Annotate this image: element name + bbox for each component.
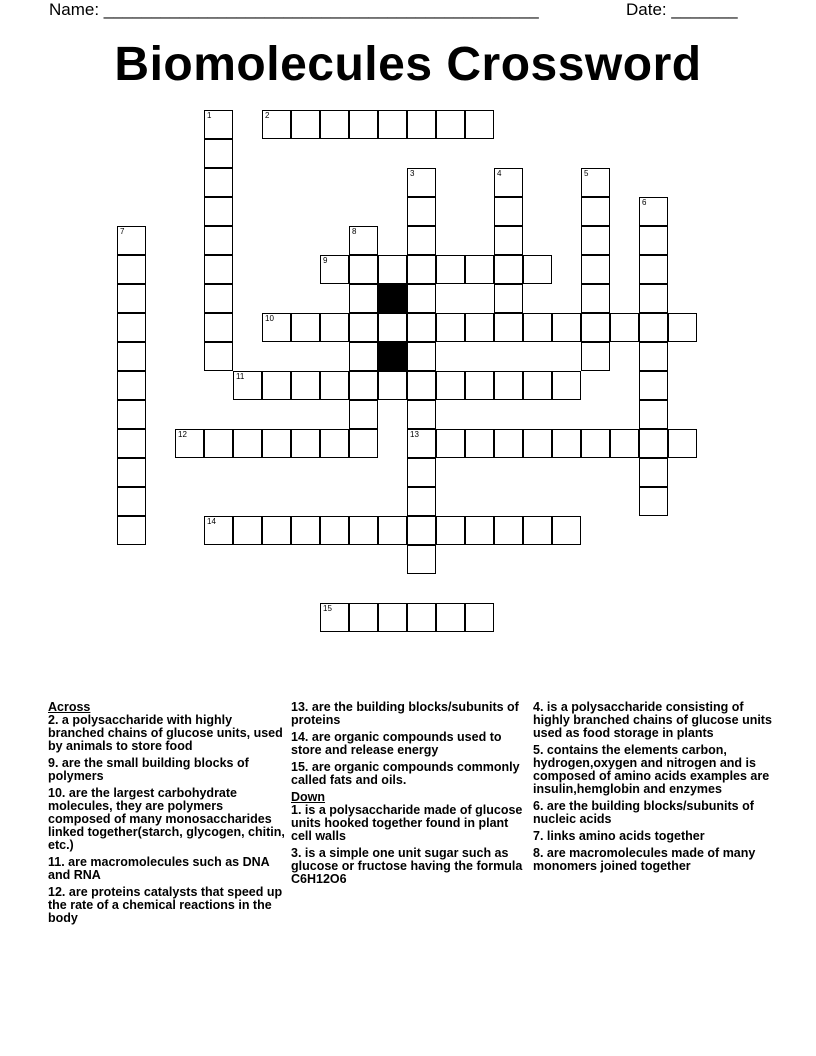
cell-number: 3 bbox=[410, 169, 415, 178]
grid-cell[interactable] bbox=[320, 313, 349, 342]
clue-across-9 bbox=[48, 757, 288, 783]
cell-number: 2 bbox=[265, 111, 270, 120]
grid-cell[interactable] bbox=[523, 371, 552, 400]
grid-cell[interactable] bbox=[378, 255, 407, 284]
clue-across-15 bbox=[291, 761, 531, 787]
grid-cell[interactable] bbox=[407, 516, 436, 545]
grid-cell[interactable] bbox=[581, 342, 610, 371]
grid-cell[interactable] bbox=[552, 313, 581, 342]
grid-cell[interactable] bbox=[349, 516, 378, 545]
grid-cell[interactable] bbox=[407, 429, 436, 458]
grid-cell[interactable] bbox=[291, 516, 320, 545]
grid-cell[interactable] bbox=[262, 371, 291, 400]
grid-cell[interactable] bbox=[407, 313, 436, 342]
clue-text: are the building blocks/subunits of proteins bbox=[291, 700, 519, 727]
clue-number: 13. bbox=[291, 700, 309, 714]
grid-cell[interactable] bbox=[117, 342, 146, 371]
grid-cell[interactable] bbox=[117, 255, 146, 284]
grid-cell[interactable] bbox=[407, 603, 436, 632]
grid-cell[interactable] bbox=[349, 284, 378, 313]
grid-cell[interactable] bbox=[378, 371, 407, 400]
grid-cell[interactable] bbox=[523, 516, 552, 545]
black-cell bbox=[378, 342, 407, 371]
grid-cell[interactable] bbox=[436, 516, 465, 545]
clues-column-2 bbox=[291, 701, 531, 890]
grid-cell[interactable] bbox=[407, 226, 436, 255]
clue-number: 3. bbox=[291, 846, 302, 860]
grid-cell[interactable] bbox=[465, 603, 494, 632]
grid-cell[interactable] bbox=[175, 429, 204, 458]
clue-number: 15. bbox=[291, 760, 309, 774]
grid-cell[interactable] bbox=[204, 342, 233, 371]
clue-down-3 bbox=[291, 847, 531, 886]
clue-text: is a simple one unit sugar such as glucose or fructose having the formula C6H12O6 bbox=[291, 846, 523, 886]
cell-number: 11 bbox=[236, 372, 245, 381]
clue-across-11 bbox=[48, 856, 288, 882]
grid-cell[interactable] bbox=[639, 342, 668, 371]
grid-cell[interactable] bbox=[349, 226, 378, 255]
grid-cell[interactable] bbox=[407, 487, 436, 516]
clue-down-8 bbox=[533, 847, 773, 873]
grid-cell[interactable] bbox=[291, 110, 320, 139]
clue-number: 11. bbox=[48, 855, 65, 869]
grid-cell[interactable] bbox=[117, 429, 146, 458]
grid-cell[interactable] bbox=[378, 313, 407, 342]
grid-cell[interactable] bbox=[639, 458, 668, 487]
clue-text: a polysaccharide with highly branched chains of glucose units, used by animals to store food bbox=[48, 713, 283, 753]
clue-text: are organic compounds commonly called fats and oils. bbox=[291, 760, 520, 787]
grid-cell[interactable] bbox=[291, 429, 320, 458]
clue-text: are organic compounds used to store and release energy bbox=[291, 730, 502, 757]
grid-cell[interactable] bbox=[117, 226, 146, 255]
grid-cell[interactable] bbox=[204, 313, 233, 342]
cell-number: 13 bbox=[410, 430, 419, 439]
date-blank[interactable]: _______ bbox=[671, 0, 738, 19]
date-label: Date: bbox=[626, 0, 672, 19]
grid-cell[interactable] bbox=[465, 516, 494, 545]
grid-cell[interactable] bbox=[262, 516, 291, 545]
grid-cell[interactable] bbox=[233, 371, 262, 400]
clues-column-1 bbox=[48, 701, 288, 929]
grid-cell[interactable] bbox=[494, 197, 523, 226]
name-label: Name: bbox=[49, 0, 104, 19]
cell-number: 4 bbox=[497, 169, 502, 178]
grid-cell[interactable] bbox=[349, 342, 378, 371]
grid-cell[interactable] bbox=[204, 429, 233, 458]
grid-cell[interactable] bbox=[494, 371, 523, 400]
clue-text: are the small building blocks of polymers bbox=[48, 756, 249, 783]
clue-number: 14. bbox=[291, 730, 309, 744]
grid-cell[interactable] bbox=[639, 400, 668, 429]
grid-cell[interactable] bbox=[436, 255, 465, 284]
grid-cell[interactable] bbox=[581, 226, 610, 255]
clue-across-10 bbox=[48, 787, 288, 852]
cell-number: 8 bbox=[352, 227, 357, 236]
grid-cell[interactable] bbox=[552, 516, 581, 545]
grid-cell[interactable] bbox=[552, 429, 581, 458]
cell-number: 15 bbox=[323, 604, 332, 613]
grid-cell[interactable] bbox=[349, 603, 378, 632]
grid-cell[interactable] bbox=[494, 516, 523, 545]
grid-cell[interactable] bbox=[349, 400, 378, 429]
page-title: Biomolecules Crossword bbox=[114, 38, 702, 91]
clue-down-5 bbox=[533, 744, 773, 796]
clue-text: is a polysaccharide made of glucose units hooked together found in plant cell walls bbox=[291, 803, 523, 843]
grid-cell[interactable] bbox=[639, 197, 668, 226]
grid-cell[interactable] bbox=[581, 168, 610, 197]
grid-cell[interactable] bbox=[436, 313, 465, 342]
clue-text: are proteins catalysts that speed up the rate of a chemical reactions in the body bbox=[48, 885, 283, 925]
clues-column-3 bbox=[533, 701, 773, 877]
cell-number: 14 bbox=[207, 517, 216, 526]
cell-number: 6 bbox=[642, 198, 647, 207]
clue-number: 4. bbox=[533, 700, 544, 714]
grid-cell[interactable] bbox=[494, 226, 523, 255]
grid-cell[interactable] bbox=[581, 284, 610, 313]
grid-cell[interactable] bbox=[204, 516, 233, 545]
clue-text: contains the elements carbon, hydrogen,oxygen and nitrogen and is composed of amino acids examples are insulin,hemglobin and enzymes bbox=[533, 743, 770, 796]
grid-cell[interactable] bbox=[668, 313, 697, 342]
clue-text: links amino acids together bbox=[546, 829, 705, 843]
grid-cell[interactable] bbox=[494, 168, 523, 197]
grid-cell[interactable] bbox=[320, 516, 349, 545]
grid-cell[interactable] bbox=[523, 313, 552, 342]
grid-cell[interactable] bbox=[378, 110, 407, 139]
grid-cell[interactable] bbox=[320, 110, 349, 139]
grid-cell[interactable] bbox=[262, 313, 291, 342]
across-heading: Across bbox=[48, 700, 91, 714]
grid-cell[interactable] bbox=[639, 284, 668, 313]
grid-cell[interactable] bbox=[320, 603, 349, 632]
grid-cell[interactable] bbox=[436, 371, 465, 400]
clue-text: are macromolecules made of many monomers joined together bbox=[533, 846, 756, 873]
down-heading: Down bbox=[291, 790, 326, 804]
grid-cell[interactable] bbox=[494, 313, 523, 342]
cell-number: 7 bbox=[120, 227, 125, 236]
clue-number: 12. bbox=[48, 885, 66, 899]
grid-cell[interactable] bbox=[639, 371, 668, 400]
grid-cell[interactable] bbox=[581, 313, 610, 342]
grid-cell[interactable] bbox=[465, 110, 494, 139]
grid-cell[interactable] bbox=[378, 603, 407, 632]
grid-cell[interactable] bbox=[204, 168, 233, 197]
grid-cell[interactable] bbox=[349, 371, 378, 400]
grid-cell[interactable] bbox=[581, 429, 610, 458]
clue-across-13 bbox=[291, 701, 531, 727]
clue-text: are the largest carbohydrate molecules, they are polymers composed of many monosaccharides linked together(starch, glycogen, chitin, etc.) bbox=[48, 786, 285, 852]
clue-number: 2. bbox=[48, 713, 59, 727]
grid-cell[interactable] bbox=[494, 255, 523, 284]
clue-number: 5. bbox=[533, 743, 544, 757]
clue-text: are the building blocks/subunits of nucleic acids bbox=[533, 799, 754, 826]
grid-cell[interactable] bbox=[117, 458, 146, 487]
black-cell bbox=[378, 284, 407, 313]
grid-cell[interactable] bbox=[581, 255, 610, 284]
clue-across-14 bbox=[291, 731, 531, 757]
grid-cell[interactable] bbox=[320, 255, 349, 284]
grid-cell[interactable] bbox=[581, 197, 610, 226]
grid-cell[interactable] bbox=[204, 110, 233, 139]
grid-cell[interactable] bbox=[320, 429, 349, 458]
grid-cell[interactable] bbox=[320, 371, 349, 400]
grid-cell[interactable] bbox=[407, 255, 436, 284]
grid-cell[interactable] bbox=[639, 313, 668, 342]
grid-cell[interactable] bbox=[465, 313, 494, 342]
grid-cell[interactable] bbox=[233, 516, 262, 545]
clue-down-4 bbox=[533, 701, 773, 740]
grid-cell[interactable] bbox=[610, 429, 639, 458]
cell-number: 10 bbox=[265, 314, 274, 323]
clue-number: 7. bbox=[533, 829, 544, 843]
grid-cell[interactable] bbox=[117, 284, 146, 313]
cell-number: 5 bbox=[584, 169, 589, 178]
clue-text: are macromolecules such as DNA and RNA bbox=[48, 855, 270, 882]
grid-cell[interactable] bbox=[407, 168, 436, 197]
grid-cell[interactable] bbox=[639, 429, 668, 458]
clue-number: 8. bbox=[533, 846, 544, 860]
name-blank[interactable]: ______________________________________________ bbox=[103, 0, 539, 19]
grid-cell[interactable] bbox=[291, 313, 320, 342]
grid-cell[interactable] bbox=[204, 197, 233, 226]
grid-cell[interactable] bbox=[436, 429, 465, 458]
grid-cell[interactable] bbox=[117, 371, 146, 400]
grid-cell[interactable] bbox=[349, 429, 378, 458]
clue-down-6 bbox=[533, 800, 773, 826]
grid-cell[interactable] bbox=[204, 255, 233, 284]
grid-cell[interactable] bbox=[610, 313, 639, 342]
grid-cell[interactable] bbox=[117, 400, 146, 429]
grid-cell[interactable] bbox=[407, 284, 436, 313]
clue-across-2 bbox=[48, 714, 288, 753]
grid-cell[interactable] bbox=[436, 603, 465, 632]
grid-cell[interactable] bbox=[407, 458, 436, 487]
clue-number: 9. bbox=[48, 756, 59, 770]
grid-cell[interactable] bbox=[494, 284, 523, 313]
grid-cell[interactable] bbox=[407, 545, 436, 574]
grid-cell[interactable] bbox=[407, 110, 436, 139]
grid-cell[interactable] bbox=[668, 429, 697, 458]
grid-cell[interactable] bbox=[349, 110, 378, 139]
cell-number: 1 bbox=[207, 111, 212, 120]
grid-cell[interactable] bbox=[233, 429, 262, 458]
grid-cell[interactable] bbox=[639, 255, 668, 284]
grid-cell[interactable] bbox=[117, 487, 146, 516]
clue-number: 1. bbox=[291, 803, 302, 817]
grid-cell[interactable] bbox=[291, 371, 320, 400]
grid-cell[interactable] bbox=[204, 226, 233, 255]
grid-cell[interactable] bbox=[117, 516, 146, 545]
grid-cell[interactable] bbox=[204, 284, 233, 313]
grid-cell[interactable] bbox=[262, 110, 291, 139]
grid-cell[interactable] bbox=[349, 255, 378, 284]
cell-number: 12 bbox=[178, 430, 187, 439]
grid-cell[interactable] bbox=[494, 429, 523, 458]
grid-cell[interactable] bbox=[262, 429, 291, 458]
grid-cell[interactable] bbox=[204, 139, 233, 168]
grid-cell[interactable] bbox=[407, 400, 436, 429]
grid-cell[interactable] bbox=[378, 516, 407, 545]
clue-down-1 bbox=[291, 804, 531, 843]
grid-cell[interactable] bbox=[407, 371, 436, 400]
cell-number: 9 bbox=[323, 256, 328, 265]
grid-cell[interactable] bbox=[552, 371, 581, 400]
grid-cell[interactable] bbox=[639, 487, 668, 516]
grid-cell[interactable] bbox=[349, 313, 378, 342]
grid-cell[interactable] bbox=[117, 313, 146, 342]
clue-across-12 bbox=[48, 886, 288, 925]
clue-down-7 bbox=[533, 830, 773, 843]
grid-cell[interactable] bbox=[465, 429, 494, 458]
grid-cell[interactable] bbox=[639, 226, 668, 255]
grid-cell[interactable] bbox=[465, 371, 494, 400]
clue-number: 10. bbox=[48, 786, 66, 800]
grid-cell[interactable] bbox=[523, 255, 552, 284]
clue-number: 6. bbox=[533, 799, 544, 813]
grid-cell[interactable] bbox=[407, 197, 436, 226]
grid-cell[interactable] bbox=[465, 255, 494, 284]
grid-cell[interactable] bbox=[407, 342, 436, 371]
grid-cell[interactable] bbox=[436, 110, 465, 139]
grid-cell[interactable] bbox=[523, 429, 552, 458]
clue-text: is a polysaccharide consisting of highly branched chains of glucose units used as food storage in plants bbox=[533, 700, 772, 740]
